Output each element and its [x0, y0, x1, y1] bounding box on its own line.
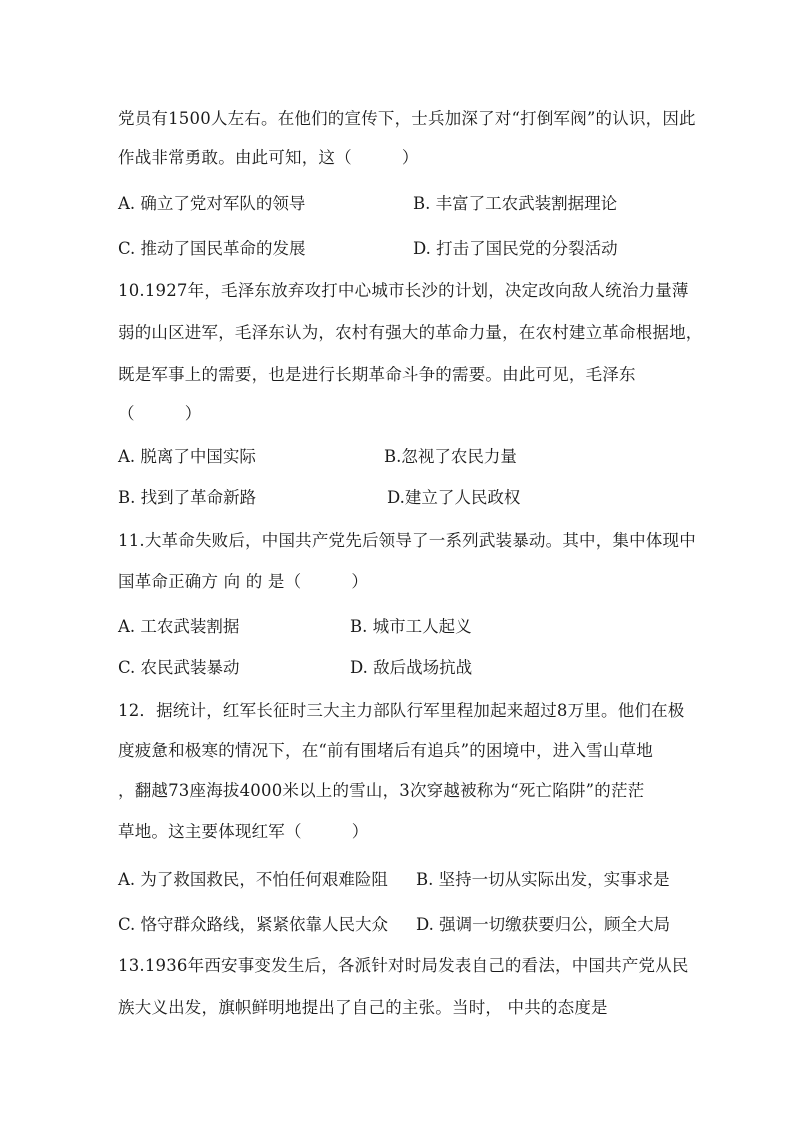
q12-option-c[interactable]: C. 恪守群众路线，紧紧依靠人民大众: [118, 915, 389, 934]
q9-option-a[interactable]: A. 确立了党对军队的领导: [118, 194, 306, 213]
q11-option-c[interactable]: C. 农民武装暴动: [118, 658, 240, 677]
q11-options-row-2: [118, 657, 680, 679]
q13-stem-line-2: 族大义出发，旗帜鲜明地提出了自己的主张。当时， 中共的态度是: [118, 998, 608, 1017]
q9-option-c[interactable]: C. 推动了国民革命的发展: [118, 239, 306, 258]
q11-option-b[interactable]: B. 城市工人起义: [350, 617, 472, 636]
q12-stem-line-2: 度疲惫和极寒的情况下，在“前有围堵后有追兵”的困境中，进入雪山草地: [118, 741, 653, 760]
q10-stem-line-1: 10.1927年，毛泽东放弃攻打中心城市长沙的计划，决定改向敌人统治力量薄: [118, 281, 689, 300]
q10-option-d[interactable]: D.建立了人民政权: [387, 488, 521, 507]
q12-options-row-2: [118, 914, 680, 936]
q10-options-row-2: [118, 487, 680, 509]
q11-option-d[interactable]: D. 敌后战场抗战: [350, 658, 473, 677]
q10-stem-line-4: （ ）: [118, 404, 202, 423]
q10-stem-line-2: 弱的山区进军，毛泽东认为，农村有强大的革命力量，在农村建立革命根据地，: [118, 323, 703, 342]
q9-option-b[interactable]: B. 丰富了工农武装割据理论: [413, 194, 618, 213]
q12-stem-line-3: ，翻越73座海拔4000米以上的雪山，3次穿越被称为“死亡陷阱”的茫茫: [118, 781, 645, 800]
q12-option-d[interactable]: D. 强调一切缴获要归公，顾全大局: [416, 915, 671, 934]
q10-option-b[interactable]: B.忽视了农民力量: [384, 447, 517, 466]
q10-option-b-second[interactable]: B. 找到了革命新路: [118, 488, 257, 507]
q9-options-row-2: [118, 238, 680, 260]
q12-stem-line-4: 草地。这主要体现红军（ ）: [118, 822, 369, 841]
q9-option-d[interactable]: D. 打击了国民党的分裂活动: [413, 239, 618, 258]
q9-stem-line-1: 党员有1500人左右。在他们的宣传下，士兵加深了对“打倒军阀”的认识，因此: [118, 109, 696, 128]
q11-option-a[interactable]: A. 工农武装割据: [118, 617, 240, 636]
q9-options-row-1: [118, 193, 680, 215]
q9-stem-line-2: 作战非常勇敢。由此可知，这（ ）: [118, 148, 419, 167]
q12-option-a[interactable]: A. 为了救国救民，不怕任何艰难险阻: [118, 870, 388, 889]
q10-options-row-1: [118, 446, 680, 468]
q11-stem-line-2: 国革命正确方 向 的 是（ ）: [118, 572, 369, 591]
q10-stem-line-3: 既是军事上的需要，也是进行长期革命斗争的需要。由此可见，毛泽东: [118, 365, 636, 384]
q11-options-row-1: [118, 616, 680, 638]
q12-option-b[interactable]: B. 坚持一切从实际出发，实事求是: [416, 870, 670, 889]
q10-option-a[interactable]: A. 脱离了中国实际: [118, 447, 256, 466]
q11-stem-line-1: 11.大革命失败后，中国共产党先后领导了一系列武装暴动。其中，集中体现中: [118, 531, 696, 550]
q13-stem-line-1: 13.1936年西安事变发生后，各派针对时局发表自己的看法，中国共产党从民: [118, 956, 689, 975]
q12-options-row-1: [118, 869, 680, 891]
q12-stem-line-1: 12．据统计，红军长征时三大主力部队行军里程加起来超过8万里。他们在极: [118, 701, 685, 720]
